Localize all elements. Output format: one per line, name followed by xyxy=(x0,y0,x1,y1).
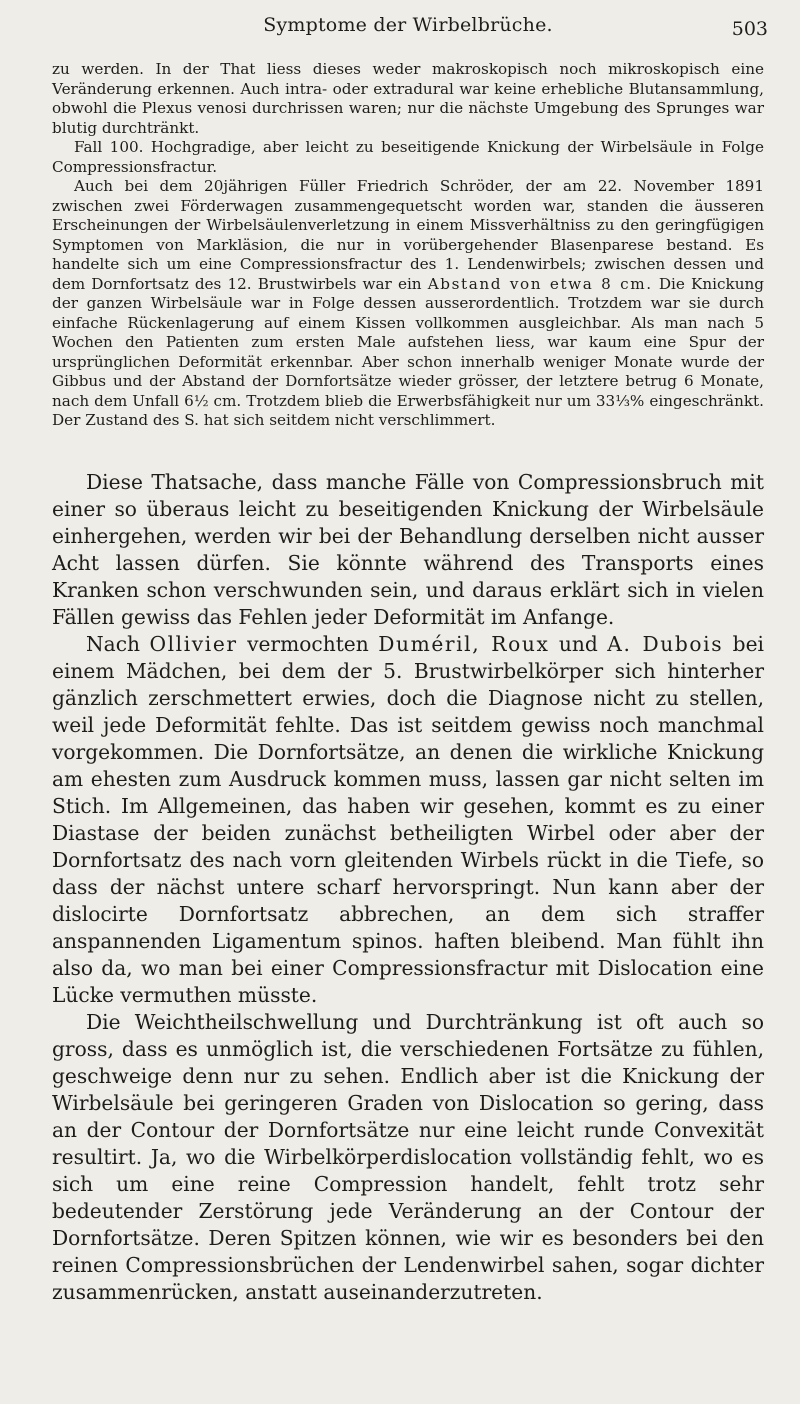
page-number: 503 xyxy=(731,18,768,40)
case-text-part-1: Auch bei dem 20jährigen Füller Friedrich Schröder, der am 22. November 1891 zwischen zwei Förderwagen zusammengequetscht worden war, standen die äusseren Erscheinungen der Wirbelsäulenverletzung in einem Missverhältniss zu den geringfügigen Symptomen von Markläsion, die nur in vorübergehender Blasenparese bestand. Es handelte sich um eine Compressionsfractur des 1. Lendenwirbels; zwischen dessen und dem Dornfortsatz des 12. Brustwirbels war ein xyxy=(52,177,764,293)
book-page xyxy=(52,0,768,1306)
case-text-part-2: Die Knickung der ganzen Wirbelsäule war in Folge dessen ausserordentlich. Trotzdem war sie durch einfache Rückenlagerung auf einem Kissen vollkommen ausgleichbar. Als man nach 5 Wochen den Patienten zum ersten Male aufstehen liess, war kaum eine Spur der ursprünglichen Deformität erkennbar. Aber schon innerhalb weniger Monate wurde der Gibbus und der Abstand der Dornfortsätze wieder grösser, der letztere betrug 6 Monate, nach dem Unfall 6½ cm. Trotzdem blieb die Erwerbsfähigkeit nur um 33⅓% eingeschränkt. Der Zustand des S. hat sich seitdem nicht verschlimmert. xyxy=(52,274,764,429)
author-name-dubois: A. Dubois xyxy=(607,631,724,656)
paragraph-3: Die Weichtheilschwellung und Durchtränkung ist oft auch so gross, dass es unmöglich ist, die verschiedenen Fortsätze zu fühlen, geschweige denn nur zu sehen. Endlich aber ist die Knickung der Wirbelsäule bei geringeren Graden von Dislocation so gering, dass an der Contour der Dornfortsätze nur eine leicht runde Convexität resultirt. Ja, wo die Wirbelkörperdislocation vollständig fehlt, wo es sich um eine reine Compression handelt, fehlt trotz sehr bedeutender Zerstörung jede Veränderung an der Contour der Dornfortsätze. Deren Spitzen können, wie wir es besonders bei den reinen Compressionsbrüchen der Lendenwirbel sahen, sogar dichter zusammenrücken, anstatt auseinanderzutreten. xyxy=(52,1009,764,1304)
paragraph-2 xyxy=(52,631,764,1009)
small-print-section xyxy=(52,60,764,431)
case-description xyxy=(52,177,764,431)
running-title: Symptome der Wirbelbrüche. xyxy=(263,14,553,36)
page-header xyxy=(52,0,768,60)
paragraph-2-mid-2: und xyxy=(549,631,608,656)
paragraph-2-lead: Nach xyxy=(86,631,150,656)
case-emphasis: Abstand von etwa 8 cm. xyxy=(427,274,653,293)
paragraph-1: Diese Thatsache, dass manche Fälle von Compressionsbruch mit einer so überaus leicht zu beseitigenden Knickung der Wirbelsäule einhergehen, werden wir bei der Behandlung derselben nicht ausser Acht lassen dürfen. Sie könnte während des Transports eines Kranken schon verschwunden sein, und daraus erklärt sich in vielen Fällen gewiss das Fehlen jeder Deformität im Anfange. xyxy=(52,469,764,629)
paragraph-2-rest: bei einem Mädchen, bei dem der 5. Brustwirbelkörper sich hinterher gänzlich zerschmettert erwies, doch die Diagnose nicht zu stellen, weil jede Deformität fehlte. Das ist seitdem gewiss noch manchmal vorgekommen. Die Dornfortsätze, an denen die wirkliche Knickung am ehesten zum Ausdruck kommen muss, lassen gar nicht selten im Stich. Im Allgemeinen, das haben wir gesehen, kommt es zu einer Diastase der beiden zunächst betheiligten Wirbel oder aber der Dornfortsatz des nach vorn gleitenden Wirbels rückt in die Tiefe, so dass der nächst untere scharf hervorspringt. Nun kann aber der dislocirte Dornfortsatz abbrechen, an dem sich straffer anspannenden Ligamentum spinos. haften bleibend. Man fühlt ihn also da, wo man bei einer Compressionsfractur mit Dislocation eine Lücke vermuthen müsste. xyxy=(52,631,764,1007)
intro-paragraph: zu werden. In der That liess dieses weder makroskopisch noch mikroskopisch eine Veränderung erkennen. Auch intra- oder extradural war keine erhebliche Blutansammlung, obwohl die Plexus venosi durchrissen waren; nur die nächste Umgebung des Sprunges war blutig durchtränkt. xyxy=(52,60,764,137)
author-names-dumeril-roux: Duméril, Roux xyxy=(378,631,550,656)
author-name-ollivier: Ollivier xyxy=(149,631,238,656)
paragraph-2-mid-1: vermochten xyxy=(237,631,379,656)
main-text xyxy=(52,469,764,1306)
case-heading: Fall 100. Hochgradige, aber leicht zu beseitigende Knickung der Wirbelsäule in Folge Compressionsfractur. xyxy=(52,138,764,176)
